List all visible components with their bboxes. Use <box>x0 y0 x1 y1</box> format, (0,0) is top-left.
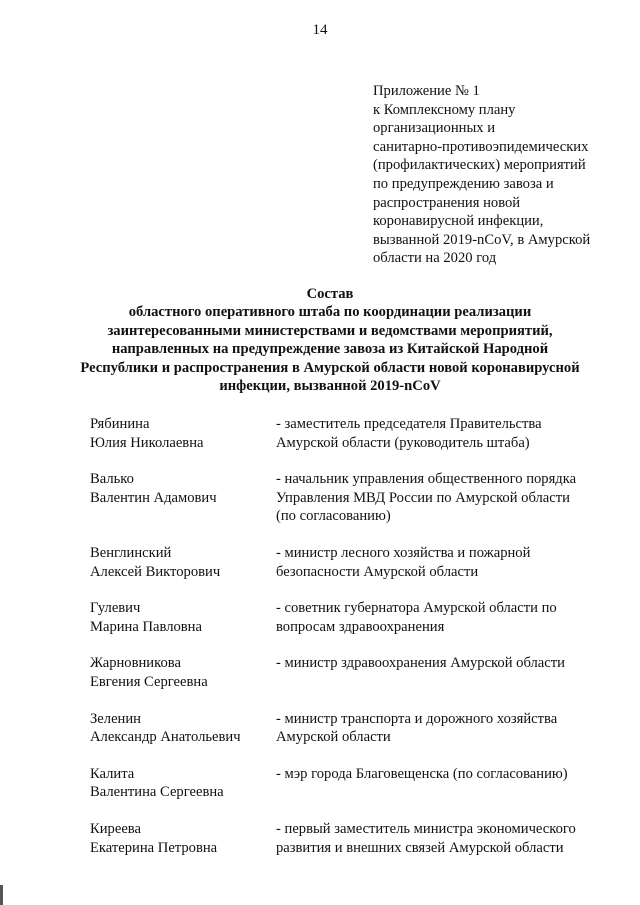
member-role <box>276 415 620 452</box>
member-role <box>276 470 620 526</box>
heading-line: Республики и распространения в Амурской области новой коронавирусной <box>80 359 580 376</box>
member-name <box>90 820 276 857</box>
member-given-names: Валентин Адамович <box>90 489 217 506</box>
member-role-line: - министр транспорта и дорожного хозяйства <box>276 710 558 727</box>
member-role-line: развития и внешних связей Амурской области <box>276 839 564 856</box>
appendix-line: по предупреждению завоза и <box>373 175 554 192</box>
member-surname: Венглинский <box>90 544 172 561</box>
appendix-note <box>373 82 623 268</box>
member-surname: Гулевич <box>90 600 141 617</box>
member-role <box>276 599 620 636</box>
member-role <box>276 765 620 802</box>
member-entry <box>90 820 620 857</box>
member-surname: Рябинина <box>90 416 150 432</box>
member-role-line: (по согласованию) <box>276 508 391 525</box>
member-entry <box>90 470 620 526</box>
member-given-names: Юлия Николаевна <box>90 434 204 451</box>
member-entry <box>90 654 620 691</box>
heading-line: направленных на предупреждение завоза из Китайской Народной <box>111 341 549 358</box>
member-entry <box>90 415 620 452</box>
scan-edge-mark <box>0 885 3 905</box>
heading-line: инфекции, вызванной 2019-nCoV <box>219 378 441 395</box>
appendix-line: распространения новой <box>373 194 521 211</box>
member-name <box>90 765 276 802</box>
member-surname: Калита <box>90 765 135 782</box>
appendix-line: к Комплексному плану <box>373 101 516 118</box>
member-role-line: Управления МВД России по Амурской области <box>276 489 570 506</box>
member-role-line: безопасности Амурской области <box>276 563 479 580</box>
member-role-line: вопросам здравоохранения <box>276 618 445 635</box>
members-list <box>90 415 620 875</box>
member-name <box>90 470 276 526</box>
member-name <box>90 710 276 747</box>
member-given-names: Екатерина Петровна <box>90 839 218 856</box>
appendix-line: Приложение № 1 <box>373 83 480 99</box>
member-role <box>276 710 620 747</box>
member-role-line: - советник губернатора Амурской области по <box>276 600 557 617</box>
member-given-names: Валентина Сергеевна <box>90 784 224 801</box>
member-role-line: - первый заместитель министра экономического <box>276 820 576 837</box>
member-role-line: - министр лесного хозяйства и пожарной <box>276 544 531 561</box>
appendix-line: (профилактических) мероприятий <box>373 157 586 174</box>
member-given-names: Александр Анатольевич <box>90 729 241 746</box>
member-role-line: Амурской области (руководитель штаба) <box>276 434 530 451</box>
page-number: 14 <box>312 22 328 38</box>
member-role <box>276 820 620 857</box>
member-surname: Валько <box>90 471 134 488</box>
member-entry <box>90 544 620 581</box>
member-given-names: Марина Павловна <box>90 618 202 635</box>
member-role <box>276 654 620 691</box>
member-surname: Жарновникова <box>90 655 181 672</box>
member-name <box>90 544 276 581</box>
member-name <box>90 415 276 452</box>
heading-title: Состав <box>306 286 354 302</box>
member-given-names: Евгения Сергеевна <box>90 673 208 690</box>
heading-line: заинтересованными министерствами и ведомствами мероприятий, <box>107 322 553 339</box>
member-role-line: - начальник управления общественного порядка <box>276 471 577 488</box>
member-role-line: - мэр города Благовещенска (по согласованию) <box>276 765 568 782</box>
appendix-line: коронавирусной инфекции, <box>373 213 544 230</box>
member-entry <box>90 599 620 636</box>
member-name <box>90 599 276 636</box>
member-entry <box>90 765 620 802</box>
appendix-line: организационных и <box>373 120 496 137</box>
member-role-line: Амурской области <box>276 729 391 746</box>
member-surname: Киреева <box>90 820 141 837</box>
member-name <box>90 654 276 691</box>
member-role-line: - министр здравоохранения Амурской области <box>276 655 565 672</box>
document-heading <box>70 285 590 395</box>
appendix-line: санитарно-противоэпидемических <box>373 138 589 155</box>
member-surname: Зеленин <box>90 710 141 727</box>
heading-line: областного оперативного штаба по координации реализации <box>128 304 532 321</box>
member-role-line: - заместитель председателя Правительства <box>276 416 542 432</box>
member-entry <box>90 710 620 747</box>
member-role <box>276 544 620 581</box>
appendix-line: вызванной 2019-nCoV, в Амурской <box>373 231 591 248</box>
member-given-names: Алексей Викторович <box>90 563 221 580</box>
appendix-line: области на 2020 год <box>373 250 497 267</box>
